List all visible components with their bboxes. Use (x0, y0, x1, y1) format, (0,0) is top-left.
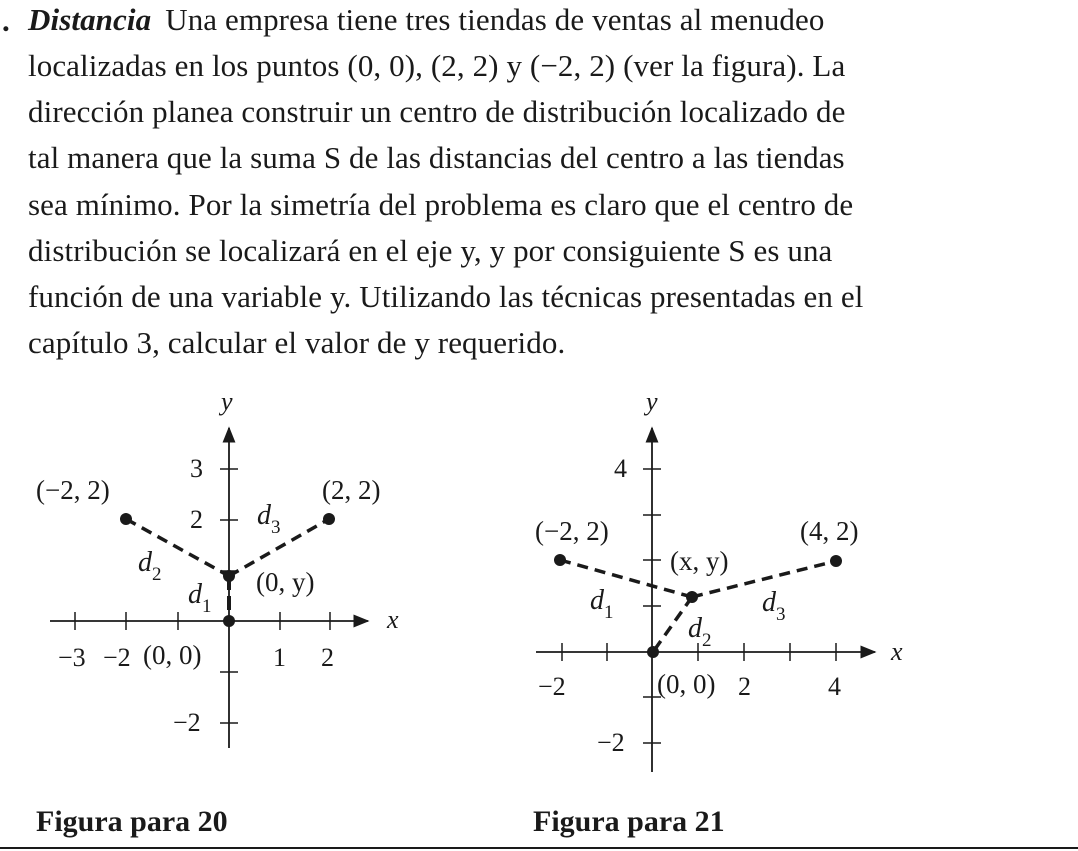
figure-21-caption: Figura para 21 (533, 805, 725, 838)
fig20-xtick-label: −2 (103, 643, 131, 672)
fig21-xtick-label: 4 (828, 672, 841, 701)
fig20-xtick-label: 1 (273, 643, 286, 672)
fig21-point-label: (x, y) (670, 546, 729, 576)
fig21-ytick-label: −2 (597, 728, 625, 757)
fig20-point-label: (0, y) (256, 567, 315, 597)
fig20-ytick-label: −2 (173, 708, 201, 737)
problem-line-7: función de una variable y. Utilizando las técnicas presentadas en el (28, 279, 864, 314)
problem-line-6: distribución se localizará en el eje y, y por consiguiente S es una (28, 233, 833, 268)
fig20-label-d2: $d_2$ (138, 547, 162, 585)
fig20-point-label: (−2, 2) (36, 475, 110, 505)
fig21-point-4-2 (830, 555, 842, 567)
problem-title: Distancia (28, 2, 152, 37)
fig21-origin-label: (0, 0) (657, 669, 716, 699)
fig21-point-label: (−2, 2) (535, 516, 609, 546)
fig21-point-origin (647, 646, 659, 658)
fig21-label-d3: $d_3$ (762, 587, 786, 625)
fig20-label-d1: $d_1$ (188, 579, 212, 617)
fig20-xtick-label: −3 (58, 643, 86, 672)
fig20-y-axis-label: y (221, 387, 233, 416)
bottom-rule (0, 847, 1078, 849)
fig21-point-x-y (686, 591, 698, 603)
fig21-label-d1: $d_1$ (590, 585, 614, 623)
fig20-label-d3: $d_3$ (257, 500, 281, 538)
figure-20-caption: Figura para 20 (36, 805, 228, 838)
fig20-ytick-label: 2 (190, 505, 203, 534)
problem-line-2: localizadas en los puntos (0, 0), (2, 2) y (−2, 2) (ver la figura). La (28, 48, 846, 83)
fig20-x-axis-label: x (387, 605, 399, 634)
fig21-xtick-label: 2 (738, 672, 751, 701)
problem-line-3: dirección planea construir un centro de distribución localizado de (28, 94, 846, 129)
problem-line-8: capítulo 3, calcular el valor de y requerido. (28, 325, 566, 360)
fig21-point-label: (4, 2) (800, 516, 859, 546)
fig21-x-axis-label: x (891, 637, 903, 666)
problem-bullet: . (2, 3, 10, 38)
problem-line-4: tal manera que la suma S de las distancias del centro a las tiendas (28, 140, 845, 175)
fig21-label-d2: $d_2$ (688, 613, 712, 651)
fig20-xtick-label: 2 (321, 643, 334, 672)
problem-line-5: sea mínimo. Por la simetría del problema es claro que el centro de (28, 187, 854, 222)
fig20-point-label: (2, 2) (322, 475, 381, 505)
fig21-y-axis-label: y (646, 387, 658, 416)
fig21-xtick-label: −2 (538, 672, 566, 701)
fig20-ytick-label: 3 (190, 454, 203, 483)
fig21-ytick-label: 4 (614, 454, 627, 483)
fig20-origin-label: (0, 0) (143, 640, 202, 670)
fig21-point-neg2-2 (554, 554, 566, 566)
problem-line-1-text: Una empresa tiene tres tiendas de ventas al menudeo (165, 2, 825, 37)
